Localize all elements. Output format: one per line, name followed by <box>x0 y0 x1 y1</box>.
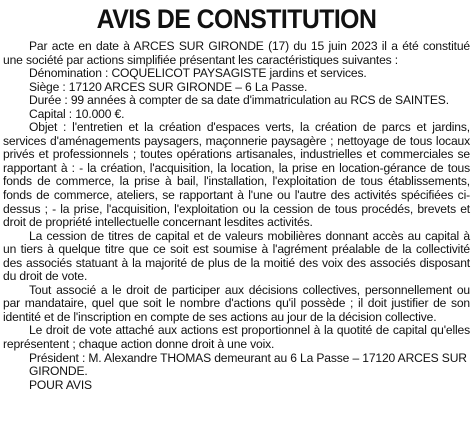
notice-body <box>3 40 470 392</box>
vote-paragraph: Le droit de vote attaché aux actions est proportionnel à la quotité de capital qu'elles représentent ; chaque action donne droit à une voix. <box>3 323 470 352</box>
intro-paragraph: Par acte en date à ARCES SUR GIRONDE (17) du 15 juin 2023 il a été constitué une société par actions simplifiée présentant les caractéristiques suivantes : <box>3 39 470 67</box>
president-line: Président : M. Alexandre THOMAS demeurant au 6 La Passe – 17120 ARCES SUR GIRONDE. <box>29 350 467 379</box>
siege-line: Siège : 17120 ARCES SUR GIRONDE – 6 La Passe. <box>29 79 308 94</box>
denomination-line: Dénomination : COQUELICOT PAYSAGISTE jardins et services. <box>29 66 367 81</box>
pour-avis-line: POUR AVIS <box>29 377 92 392</box>
objet-paragraph: Objet : l'entretien et la création d'espaces verts, la création de parcs et jardins, services d'aménagements paysagers, maçonnerie paysagère ; nettoyage de tous locaux privés et professionnels ; toutes opérations artisanales, industrielles et commerciales se rapportant à : - la création, l'acquisition, la location, la prise en location-gérance de tous fonds de commerce, la prise à bail, l'installation, l'exploitation de tous établissements, fonds de commerce, ateliers, se rapportant à l'une ou l'autre des activités spécifiées ci-dessus ; - la prise, l'acquisition, l'exploitation ou la cession de tous procédés, brevets et droit de propriété intellectuelle concernant lesdites activités. <box>3 120 470 230</box>
duree-line: Durée : 99 années à compter de sa date d'immatriculation au RCS de SAINTES. <box>29 93 449 108</box>
participation-paragraph: Tout associé a le droit de participer aux décisions collectives, personnellement ou par mandataire, quel que soit le nombre d'actions qu'il possède ; il doit justifier de son identité et de l'inscription en compte de ses actions au jour de la décision collective. <box>3 282 470 324</box>
notice-title: AVIS DE CONSTITUTION <box>96 4 377 34</box>
capital-line: Capital : 10.000 €. <box>29 106 125 121</box>
cession-paragraph: La cession de titres de capital et de valeurs mobilières donnant accès au capital à un tiers à quelque titre que ce soit est soumise à l'agrément préalable de la collectivité des associés statuant à la majorité de plus de la moitié des voix des associés disposant du droit de vote. <box>3 228 470 284</box>
